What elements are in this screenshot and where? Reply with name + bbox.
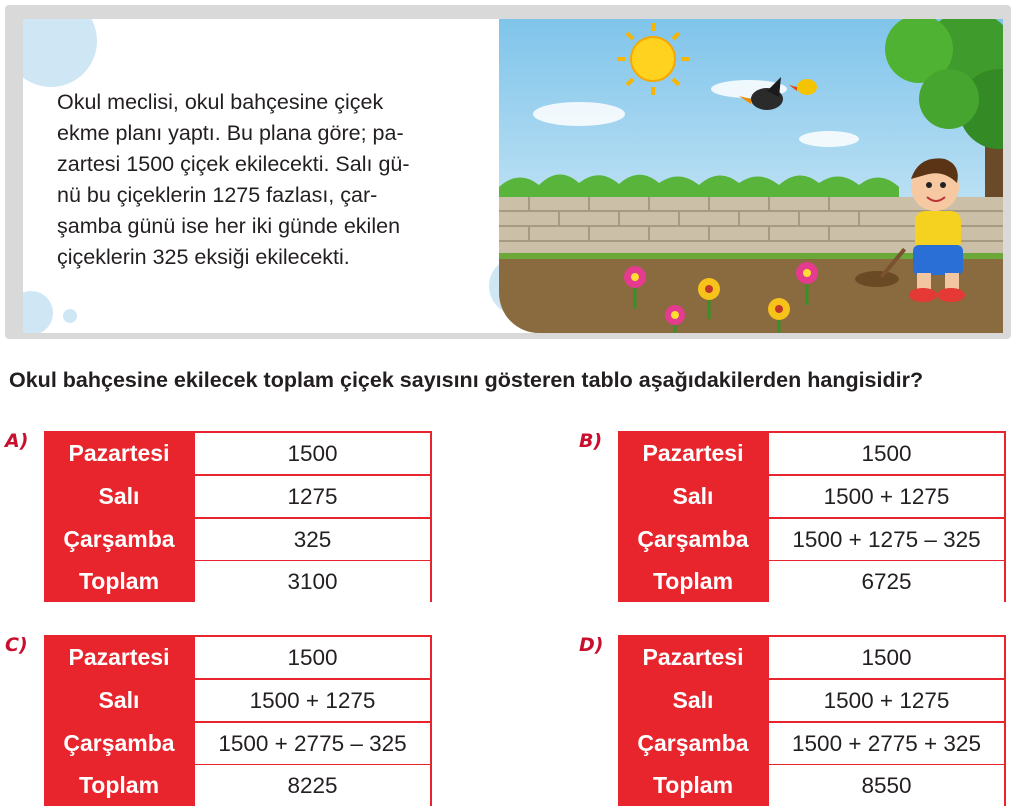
question-text: Okul bahçesine ekilecek toplam çiçek sayısını gösteren tablo aşağıdakilerden hangisidir? bbox=[9, 368, 924, 392]
story-line: ekme planı yaptı. Bu plana göre; pa- bbox=[57, 121, 404, 145]
table-row bbox=[46, 637, 430, 678]
story-line: zartesi 1500 çiçek ekilecekti. Salı gü- bbox=[57, 152, 410, 176]
row-key: Pazartesi bbox=[68, 440, 170, 466]
row-key: Salı bbox=[98, 687, 140, 713]
table-row bbox=[620, 476, 1004, 517]
decor-bubble bbox=[23, 19, 97, 87]
row-key: Çarşamba bbox=[63, 526, 175, 552]
row-value: 1500 bbox=[769, 637, 1004, 678]
row-key: Pazartesi bbox=[642, 440, 744, 466]
row-value: 3100 bbox=[195, 561, 430, 602]
table-row bbox=[620, 519, 1004, 560]
row-key: Pazartesi bbox=[642, 644, 744, 670]
table-row bbox=[620, 765, 1004, 806]
table-row bbox=[46, 561, 430, 602]
row-value: 6725 bbox=[769, 561, 1004, 602]
row-value: 1500 + 1275 bbox=[769, 680, 1004, 721]
option-d-label[interactable]: D) bbox=[579, 634, 604, 656]
row-key: Toplam bbox=[652, 772, 734, 798]
table-row bbox=[620, 561, 1004, 602]
row-key: Toplam bbox=[78, 568, 160, 594]
decor-bubble bbox=[23, 291, 53, 333]
decor-bubble bbox=[63, 309, 77, 323]
row-value: 1500 + 1275 bbox=[769, 476, 1004, 517]
row-value: 1500 + 2775 + 325 bbox=[769, 723, 1004, 764]
table-row bbox=[46, 433, 430, 474]
row-value: 325 bbox=[195, 519, 430, 560]
table-row bbox=[620, 637, 1004, 678]
row-key: Çarşamba bbox=[637, 526, 749, 552]
story-card bbox=[5, 5, 1011, 339]
row-value: 1500 bbox=[769, 433, 1004, 474]
row-key: Toplam bbox=[78, 772, 160, 798]
table-row bbox=[46, 476, 430, 517]
table-row bbox=[620, 723, 1004, 764]
story-line: Okul meclisi, okul bahçesine çiçek bbox=[57, 90, 384, 114]
row-value: 1500 + 1275 bbox=[195, 680, 430, 721]
row-value: 1500 bbox=[195, 637, 430, 678]
row-key: Salı bbox=[672, 687, 714, 713]
option-b-label[interactable]: B) bbox=[579, 430, 603, 452]
row-value: 1500 bbox=[195, 433, 430, 474]
story-line: nü bu çiçeklerin 1275 fazlası, çar- bbox=[57, 183, 378, 207]
row-value: 1275 bbox=[195, 476, 430, 517]
option-a-label[interactable]: A) bbox=[5, 430, 29, 452]
table-row bbox=[46, 723, 430, 764]
garden-illustration bbox=[499, 19, 1003, 333]
row-key: Salı bbox=[672, 483, 714, 509]
story-panel bbox=[23, 19, 1003, 333]
row-value: 1500 + 2775 – 325 bbox=[195, 723, 430, 764]
row-value: 8225 bbox=[195, 765, 430, 806]
story-text bbox=[57, 87, 473, 273]
option-c-table[interactable] bbox=[44, 635, 432, 806]
option-b-table[interactable] bbox=[618, 431, 1006, 602]
table-row bbox=[620, 680, 1004, 721]
row-value: 8550 bbox=[769, 765, 1004, 806]
row-key: Salı bbox=[98, 483, 140, 509]
row-value: 1500 + 1275 – 325 bbox=[769, 519, 1004, 560]
table-row bbox=[620, 433, 1004, 474]
option-d-table[interactable] bbox=[618, 635, 1006, 806]
row-key: Çarşamba bbox=[637, 730, 749, 756]
table-row bbox=[46, 765, 430, 806]
row-key: Toplam bbox=[652, 568, 734, 594]
row-key: Pazartesi bbox=[68, 644, 170, 670]
option-a-table[interactable] bbox=[44, 431, 432, 602]
row-key: Çarşamba bbox=[63, 730, 175, 756]
story-line: çiçeklerin 325 eksiği ekilecekti. bbox=[57, 245, 350, 269]
table-row bbox=[46, 519, 430, 560]
story-line: şamba günü ise her iki günde ekilen bbox=[57, 214, 401, 238]
table-row bbox=[46, 680, 430, 721]
option-c-label[interactable]: C) bbox=[5, 634, 28, 656]
